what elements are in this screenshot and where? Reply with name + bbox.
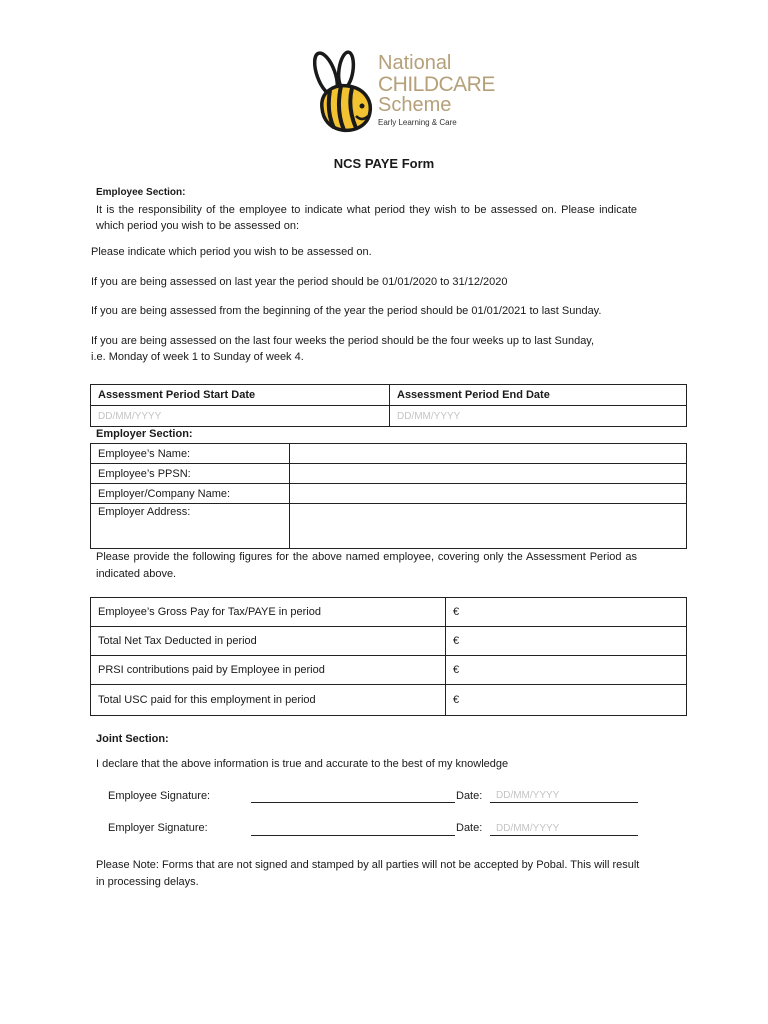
start-date-placeholder: DD/MM/YYYY xyxy=(98,411,162,422)
employee-name-field[interactable] xyxy=(290,444,687,464)
year-to-date-rule: If you are being assessed from the beginning of the year the period should be 01/01/2021 to last Sunday. xyxy=(91,305,602,317)
declaration-text: I declare that the above information is true and accurate to the best of my knowledge xyxy=(96,758,509,770)
figures-instructions: Please provide the following figures for the above named employee, covering only the Assessment Period as indicated above. xyxy=(96,551,637,580)
joint-section-heading: Joint Section: xyxy=(96,733,169,745)
form-title: NCS PAYE Form xyxy=(333,156,435,171)
period-instruction: Please indicate which period you wish to be assessed on. xyxy=(91,246,372,258)
company-name-field[interactable] xyxy=(290,484,687,504)
company-name-label: Employer/Company Name: xyxy=(91,484,290,504)
logo-tagline: Early Learning & Care xyxy=(378,118,457,127)
employer-address-label: Employer Address: xyxy=(91,504,290,549)
end-date-field[interactable] xyxy=(390,406,687,427)
employee-name-label: Employee’s Name: xyxy=(91,444,290,464)
end-date-placeholder: DD/MM/YYYY xyxy=(397,411,461,422)
employee-date-field[interactable] xyxy=(490,790,638,803)
start-date-field[interactable] xyxy=(91,406,390,427)
processing-note: Please Note: Forms that are not signed and stamped by all parties will not be accepted by Pobal. This will result in processing delays. xyxy=(96,859,640,888)
net-tax-label: Total Net Tax Deducted in period xyxy=(91,627,446,656)
employee-signature-line[interactable] xyxy=(251,790,455,803)
gross-pay-label: Employee’s Gross Pay for Tax/PAYE in period xyxy=(91,598,446,627)
employee-ppsn-label: Employee’s PPSN: xyxy=(91,464,290,484)
employee-signature-label: Employee Signature: xyxy=(108,790,211,802)
euro-symbol: € xyxy=(453,694,460,706)
prsi-field[interactable] xyxy=(446,656,687,685)
employer-signature-label: Employer Signature: xyxy=(108,822,208,834)
logo-text-national: National xyxy=(378,52,452,74)
ncs-logo xyxy=(312,48,495,134)
last-year-rule: If you are being assessed on last year the period should be 01/01/2020 to 31/12/2020 xyxy=(91,276,508,288)
usc-label: Total USC paid for this employment in period xyxy=(91,685,446,716)
pay-figures-table xyxy=(90,597,687,716)
euro-symbol: € xyxy=(453,635,460,647)
employee-date-placeholder: DD/MM/YYYY xyxy=(496,790,560,801)
employee-ppsn-field[interactable] xyxy=(290,464,687,484)
net-tax-field[interactable] xyxy=(446,627,687,656)
employer-details-table xyxy=(90,443,687,549)
prsi-label: PRSI contributions paid by Employee in period xyxy=(91,656,446,685)
employer-section-heading: Employer Section: xyxy=(96,428,193,440)
employee-section-intro: It is the responsibility of the employee to indicate what period they wish to be assessed on. Please indicate which period you wish to be assessed on: xyxy=(96,204,637,232)
employer-date-placeholder: DD/MM/YYYY xyxy=(496,823,560,834)
employee-date-label: Date: xyxy=(456,790,483,802)
employer-date-field[interactable] xyxy=(490,823,638,836)
four-weeks-rule: If you are being assessed on the last four weeks the period should be the four weeks up to last Sunday, xyxy=(91,335,595,347)
logo-text-childcare: CHILDCARE xyxy=(378,73,495,96)
four-weeks-rule-detail: i.e. Monday of week 1 to Sunday of week 4. xyxy=(91,351,304,363)
employer-signature-line[interactable] xyxy=(251,823,455,836)
bee-icon xyxy=(312,48,376,134)
euro-symbol: € xyxy=(453,664,460,676)
assessment-period-table xyxy=(90,384,687,427)
gross-pay-field[interactable] xyxy=(446,598,687,627)
euro-symbol: € xyxy=(453,606,460,618)
end-date-header: Assessment Period End Date xyxy=(390,385,687,406)
start-date-header: Assessment Period Start Date xyxy=(91,385,390,406)
logo-text-scheme: Scheme xyxy=(378,94,452,116)
employee-section-heading: Employee Section: xyxy=(96,187,186,198)
employer-date-label: Date: xyxy=(456,822,483,834)
usc-field[interactable] xyxy=(446,685,687,716)
employer-address-field[interactable] xyxy=(290,504,687,549)
